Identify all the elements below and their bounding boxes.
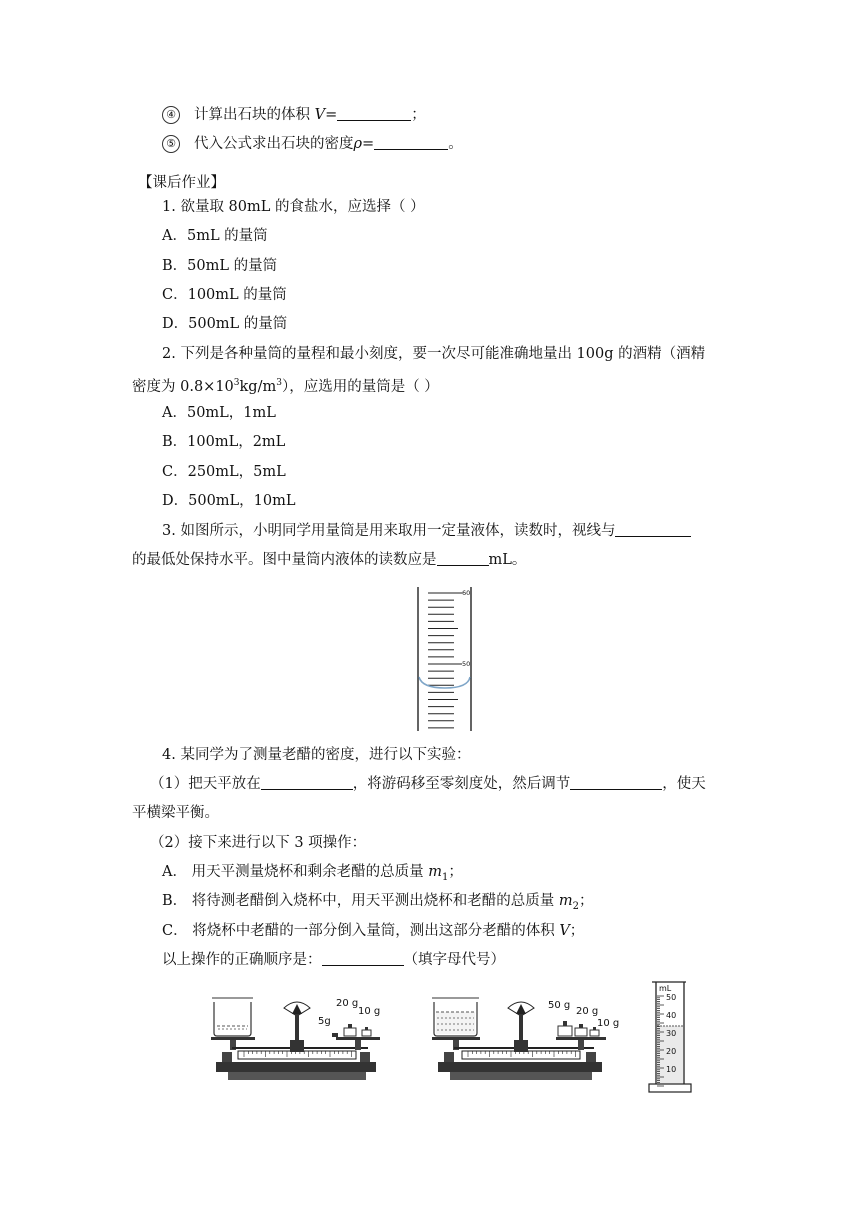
weight-label-10g: 10 g xyxy=(358,1006,381,1017)
q1-option-d[interactable]: D．500mL 的量筒 xyxy=(162,316,288,332)
answer-blank[interactable] xyxy=(322,951,404,966)
tick-label: 10 xyxy=(666,1065,677,1074)
q4-op-b: B． 将待测老醋倒入烧杯中，用天平测出烧杯和老醋的总质量 $m_2$； xyxy=(162,893,594,912)
balance-figure-1 xyxy=(208,990,388,1092)
q1-option-a[interactable]: A．5mL 的量筒 xyxy=(162,228,268,244)
circled-number: ⑤ xyxy=(162,135,180,153)
q3-line1: 3. 如图所示，小明同学用量筒是用来取用一定量液体，读数时，视线与 xyxy=(162,521,691,541)
q4-part1-line2: 平横梁平衡。 xyxy=(132,805,219,821)
weight-label-50g: 50 g xyxy=(548,1000,571,1011)
section-title: 【课后作业】 xyxy=(138,175,225,191)
weight-label-20g: 20 g xyxy=(576,1006,599,1017)
tick-label: 30 xyxy=(666,1029,677,1038)
weight-label-5g: 5g xyxy=(318,1016,331,1027)
step-5: ⑤ 代入公式求出石块的密度ρ= 。 xyxy=(162,134,463,154)
weight-label-10g: 10 g xyxy=(597,1018,620,1029)
answer-blank[interactable] xyxy=(337,106,411,121)
q2-option-d[interactable]: D．500mL，10mL xyxy=(162,493,296,509)
answer-blank[interactable] xyxy=(437,551,489,566)
q1-stem: 1. 欲量取 80mL 的食盐水，应选择（ ） xyxy=(162,199,425,215)
q2-option-c[interactable]: C．250mL，5mL xyxy=(162,464,286,480)
q2-stem-line2: 密度为 $0.8\times 10^3kg/m^3$），应选用的量筒是（ ） xyxy=(132,378,439,395)
q3-line2: 的最低处保持水平。图中量筒内液体的读数应是 mL。 xyxy=(132,552,527,568)
q4-order: 以上操作的正确顺序是： （填字母代号） xyxy=(162,952,505,968)
tick-label: 20 xyxy=(666,1047,677,1056)
measuring-cylinder-figure xyxy=(410,585,480,733)
q4-stem: 4. 某同学为了测量老醋的密度，进行以下实验： xyxy=(162,747,471,763)
q1-option-c[interactable]: C．100mL 的量筒 xyxy=(162,287,287,303)
q2-option-a[interactable]: A．50mL，1mL xyxy=(162,405,276,421)
q4-op-c: C． 将烧杯中老醋的一部分倒入量筒，测出这部分老醋的体积 V； xyxy=(162,923,585,939)
unit-label: mL xyxy=(659,984,672,993)
answer-blank[interactable] xyxy=(261,775,353,790)
q2-stem-line1: 2. 下列是各种量筒的量程和最小刻度，要一次尽可能准确地量出 100g 的酒精（酒精 xyxy=(162,346,706,362)
step-4: ④ 计算出石块的体积 V= ； xyxy=(162,105,426,125)
q4-part1: （1）把天平放在 ，将游码移至零刻度处，然后调节 ，使天 xyxy=(150,776,706,792)
q4-op-a: A． 用天平测量烧杯和剩余老醋的总质量 $m_1$； xyxy=(162,864,463,883)
tick-label-50: 50 xyxy=(462,660,471,668)
balance-figure-2 xyxy=(430,990,620,1092)
q4-part2: （2）接下来进行以下 3 项操作： xyxy=(150,835,367,851)
graduated-cylinder-figure xyxy=(646,980,694,1098)
answer-blank[interactable] xyxy=(374,135,448,150)
answer-blank[interactable] xyxy=(570,775,662,790)
q1-option-b[interactable]: B．50mL 的量筒 xyxy=(162,258,278,274)
q2-option-b[interactable]: B．100mL，2mL xyxy=(162,434,286,450)
weight-label-20g: 20 g xyxy=(336,998,359,1009)
answer-blank[interactable] xyxy=(615,522,691,537)
circled-number: ④ xyxy=(162,106,180,124)
tick-label: 40 xyxy=(666,1011,677,1020)
tick-label-60: 60 xyxy=(462,589,471,597)
tick-label: 50 xyxy=(666,993,677,1002)
